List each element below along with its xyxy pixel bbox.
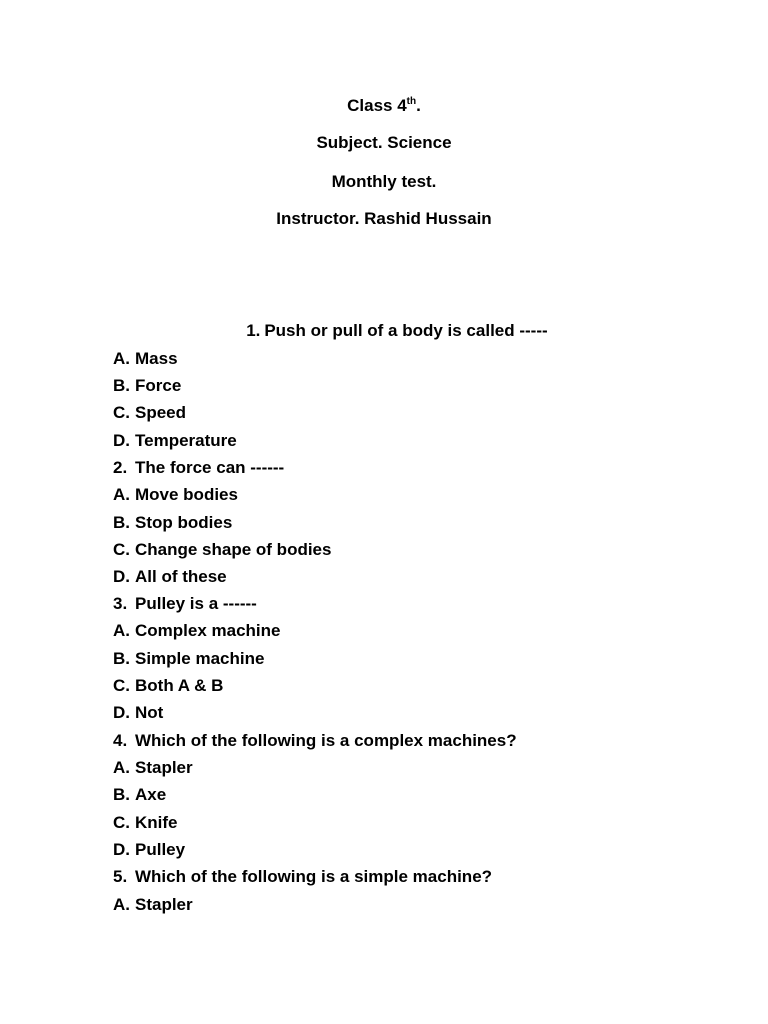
- list-item-marker: C.: [113, 540, 130, 559]
- list-item-text: Stapler: [135, 758, 193, 777]
- list-item-marker: 2.: [113, 458, 128, 477]
- list-item-text: Speed: [135, 403, 187, 422]
- list-item-marker: A.: [113, 758, 130, 777]
- list-item-text: Which of the following is a complex machines?: [135, 731, 517, 750]
- list-item-text: Both A & B: [135, 676, 224, 695]
- list-item: [113, 702, 163, 724]
- list-item-text: Simple machine: [135, 649, 265, 668]
- list-item-text: The force can ------: [135, 458, 285, 477]
- question-1-text: Push or pull of a body is called -----: [264, 321, 548, 340]
- list-item-marker: D.: [113, 840, 130, 859]
- list-item: [113, 839, 185, 861]
- list-item: [113, 484, 238, 506]
- list-item: [113, 620, 281, 642]
- list-item-text: Pulley is a ------: [135, 594, 257, 613]
- subject-heading: Subject. Science: [316, 133, 452, 152]
- list-item-marker: A.: [113, 621, 130, 640]
- list-item: [113, 512, 232, 534]
- list-item-marker: C.: [113, 403, 130, 422]
- list-item-marker: 5.: [113, 867, 128, 886]
- list-item-text: Axe: [135, 785, 167, 804]
- list-item-marker: A.: [113, 485, 130, 504]
- list-item-text: Stop bodies: [135, 513, 233, 532]
- list-item-marker: 3.: [113, 594, 128, 613]
- list-item: [113, 866, 492, 888]
- list-item-marker: A.: [113, 895, 130, 914]
- list-item-text: Stapler: [135, 895, 193, 914]
- list-item: [113, 593, 257, 615]
- instructor-heading: Instructor. Rashid Hussain: [276, 209, 492, 228]
- list-item-text: Move bodies: [135, 485, 238, 504]
- list-item: [113, 784, 166, 806]
- list-item-text: Mass: [135, 349, 178, 368]
- list-item-text: Which of the following is a simple machine?: [135, 867, 493, 886]
- list-item-text: Pulley: [135, 840, 186, 859]
- list-item-text: All of these: [135, 567, 227, 586]
- class-heading-superscript: th: [406, 96, 417, 107]
- question-1: [0, 320, 768, 342]
- list-item: [113, 566, 227, 588]
- list-item-marker: B.: [113, 376, 130, 395]
- list-item: [113, 675, 223, 697]
- list-item: [113, 402, 186, 424]
- class-heading-text: Class 4: [347, 96, 407, 115]
- list-item-marker: D.: [113, 567, 130, 586]
- list-item-marker: 4.: [113, 731, 128, 750]
- list-item-marker: D.: [113, 703, 130, 722]
- list-item: [113, 430, 237, 452]
- list-item-marker: C.: [113, 813, 130, 832]
- list-item-marker: A.: [113, 349, 130, 368]
- list-item-marker: B.: [113, 785, 130, 804]
- list-item-text: Change shape of bodies: [135, 540, 332, 559]
- list-item: [113, 812, 178, 834]
- list-item-marker: B.: [113, 649, 130, 668]
- list-item: [113, 730, 517, 752]
- class-heading: [0, 95, 768, 117]
- test-heading: Monthly test.: [331, 172, 437, 191]
- list-item-text: Not: [135, 703, 164, 722]
- list-item-marker: B.: [113, 513, 130, 532]
- list-item-text: Temperature: [135, 431, 237, 450]
- list-item: [113, 757, 193, 779]
- list-item-marker: D.: [113, 431, 130, 450]
- question-1-number: 1.: [246, 321, 261, 340]
- list-item: [113, 539, 331, 561]
- list-item: [113, 457, 284, 479]
- class-heading-period: .: [416, 96, 421, 115]
- list-item-marker: C.: [113, 676, 130, 695]
- list-item: [113, 894, 193, 916]
- list-item: [113, 648, 264, 670]
- list-item: [113, 348, 178, 370]
- list-item-text: Knife: [135, 813, 178, 832]
- list-item-text: Complex machine: [135, 621, 281, 640]
- list-item: [113, 375, 181, 397]
- list-item-text: Force: [135, 376, 182, 395]
